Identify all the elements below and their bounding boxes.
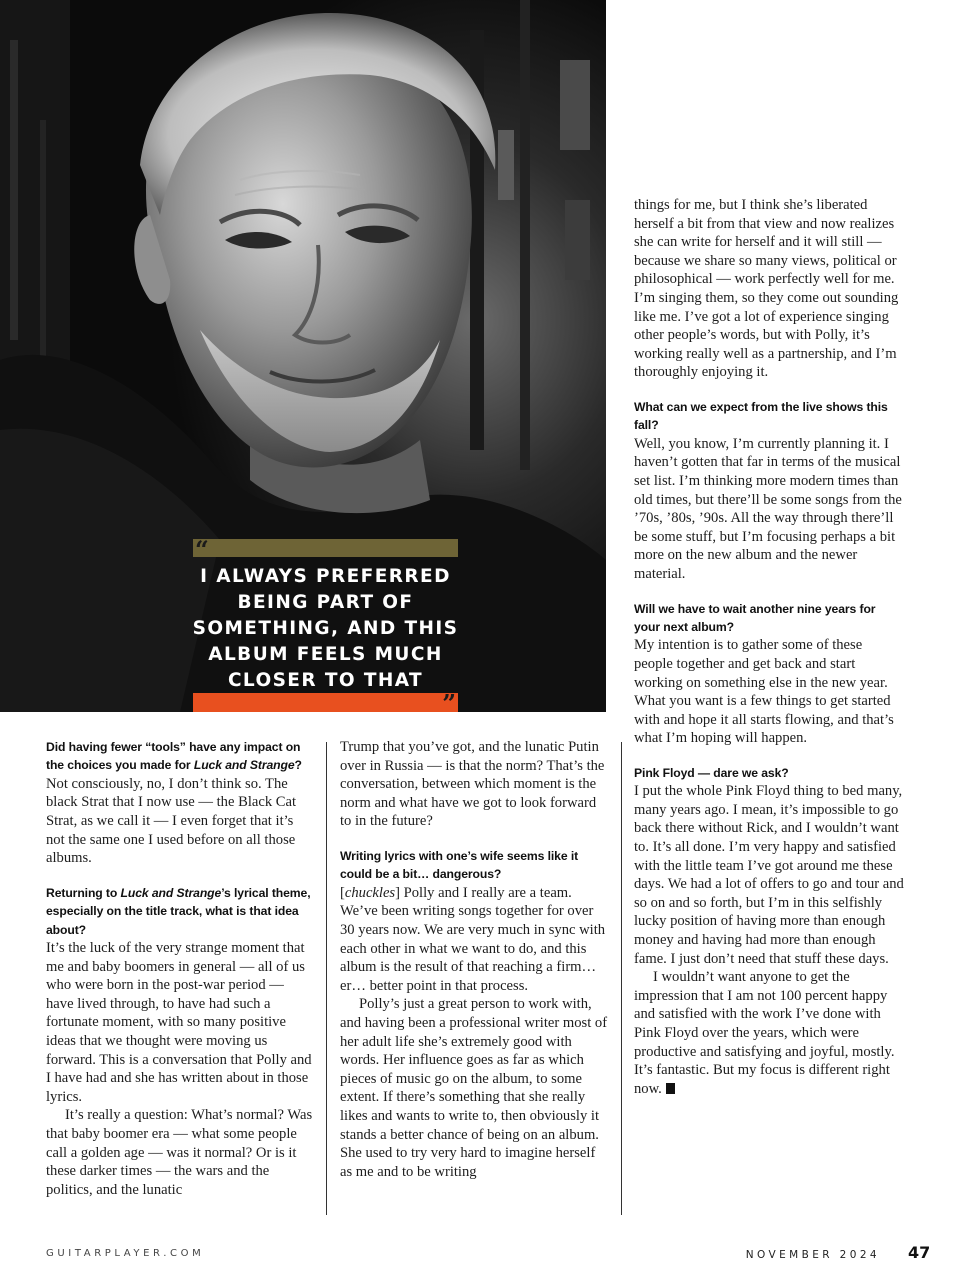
interview-answer: It’s the luck of the very strange moment that me and baby boomers in general — all of us who were born in the post-war period — have lived through, to have had such a fortunate moment, with so many positive ideas that we thought were moving us forward. This is a conversation that Polly and I have had and she has written about in those lyrics.	[46, 940, 312, 1105]
footer-site-name: GUITARPLAYER.COM	[46, 1248, 205, 1259]
interview-answer: Trump that you’ve got, and the lunatic Putin over in Russia — is that the norm? That’s the conversation, between which moment is the norm and what have we got to look forward to in the future?	[340, 739, 605, 830]
article-column-3	[634, 196, 904, 1098]
pull-quote-line: I ALWAYS PREFERRED	[200, 566, 451, 587]
page-number: 47	[908, 1243, 931, 1262]
interview-answer: things for me, but I think she’s liberated herself a bit from that view and now realizes she can write for herself and it will still — because we share so many views, political or philosophical — work perfectly well for me. I’m singing them, so they come out sounding like me. I’ve got a lot of experience singing other people’s words, but with Polly, it’s working really well as a partnership, and I’m thoroughly enjoying it.	[634, 197, 899, 381]
pull-quote-line: SOMETHING, AND THIS	[192, 618, 459, 639]
pull-quote-line: BEING PART OF	[237, 592, 414, 613]
interview-question: Returning to Luck and Strange’s lyrical theme, especially on the title track, what is that idea about?	[46, 885, 311, 937]
pull-quote	[192, 535, 459, 712]
interview-question: What can we expect from the live shows this fall?	[634, 399, 888, 433]
article-column-1	[46, 738, 314, 1199]
close-quote-mark: ”	[442, 689, 456, 712]
column-divider	[621, 742, 622, 1215]
open-quote-mark: “	[195, 535, 209, 564]
end-mark-icon	[666, 1083, 675, 1094]
column-divider	[326, 742, 327, 1215]
pull-quote-line: ALBUM FEELS MUCH	[208, 644, 443, 665]
interview-answer: My intention is to gather some of these people together and get back and start working on something else in the new year. What you want is a few things to get started with and hope it all starts flowing, and that’s what I’m hoping will happen.	[634, 637, 894, 747]
interview-answer: I wouldn’t want anyone to get the impression that I am not 100 percent happy and satisfied with the work I’ve done with Pink Floyd over the years, which were productive and satisfying and joyful, mostly. It’s fantastic. But my focus is different right now.	[634, 969, 895, 1097]
interview-answer: [chuckles] Polly and I really are a team. We’ve been writing songs together for over 30 years now. We are very much in sync with each other in what we want to do, and this album is the result of that reaching a firm… er… better point in that process.	[340, 884, 606, 994]
article-column-2	[340, 738, 608, 1181]
album-title: Luck and Strange	[120, 885, 222, 900]
interview-answer: It’s really a question: What’s normal? Was that baby boomer era — what some people call a golden age — was it normal? Or is it these darker times — the wars and the politics, and the lunatic	[46, 1107, 313, 1198]
album-title: Luck and Strange	[193, 758, 295, 773]
pull-quote-bottom-bar	[193, 689, 458, 712]
interview-answer: I put the whole Pink Floyd thing to bed many, many years ago. I mean, it’s impossible to go back there without Rick, and I wouldn’t want to. It’s all done. I’m very happy and satisfied with the little team I’ve got around me these days. We had a lot of offers to go and tour and so on and so forth, but I’m in this selfishly lucky position of having more than enough money and having had more than enough fame. I just don’t need that stuff these days.	[634, 783, 904, 967]
interview-question: Did having fewer “tools” have any impact on the choices you made for Luck and Strange?	[46, 740, 302, 773]
pull-quote-text	[183, 564, 468, 694]
interview-question: Writing lyrics with one’s wife seems like it could be a bit… dangerous?	[340, 848, 579, 882]
footer-issue-date: NOVEMBER 2024	[745, 1249, 880, 1261]
pull-quote-top-bar	[193, 539, 458, 557]
interview-question: Will we have to wait another nine years for your next album?	[634, 601, 876, 634]
stage-direction: chuckles	[344, 884, 396, 901]
interview-answer: Polly’s just a great person to work with, and having been a professional writer most of her adult life she’s extremely good with words. Her influence goes as far as which pieces of music go on the album, to some extent. If there’s something that she really likes and wants to write to, then obviously it stands a better chance of being on an album. She used to try very hard to imagine herself as me and to be writing	[340, 996, 608, 1180]
pull-quote-line: CLOSER TO THAT	[227, 670, 424, 691]
portrait-photo	[0, 0, 606, 712]
interview-answer: Well, you know, I’m currently planning it. I haven’t gotten that far in terms of the musical set list. I’m thinking more modern times than old times, but there’ll be some songs from the ’70s, ’80s, ’90s. All the way through there’ll be some stuff, but I’m focusing perhaps a bit more on the new album and the newer material.	[634, 435, 902, 582]
interview-answer: Not consciously, no, I don’t think so. The black Strat that I now use — the Black Cat Strat, as we call it — I even forget that it’s not the same one I used before on all those albums.	[46, 775, 297, 867]
interview-question: Pink Floyd — dare we ask?	[634, 765, 789, 780]
